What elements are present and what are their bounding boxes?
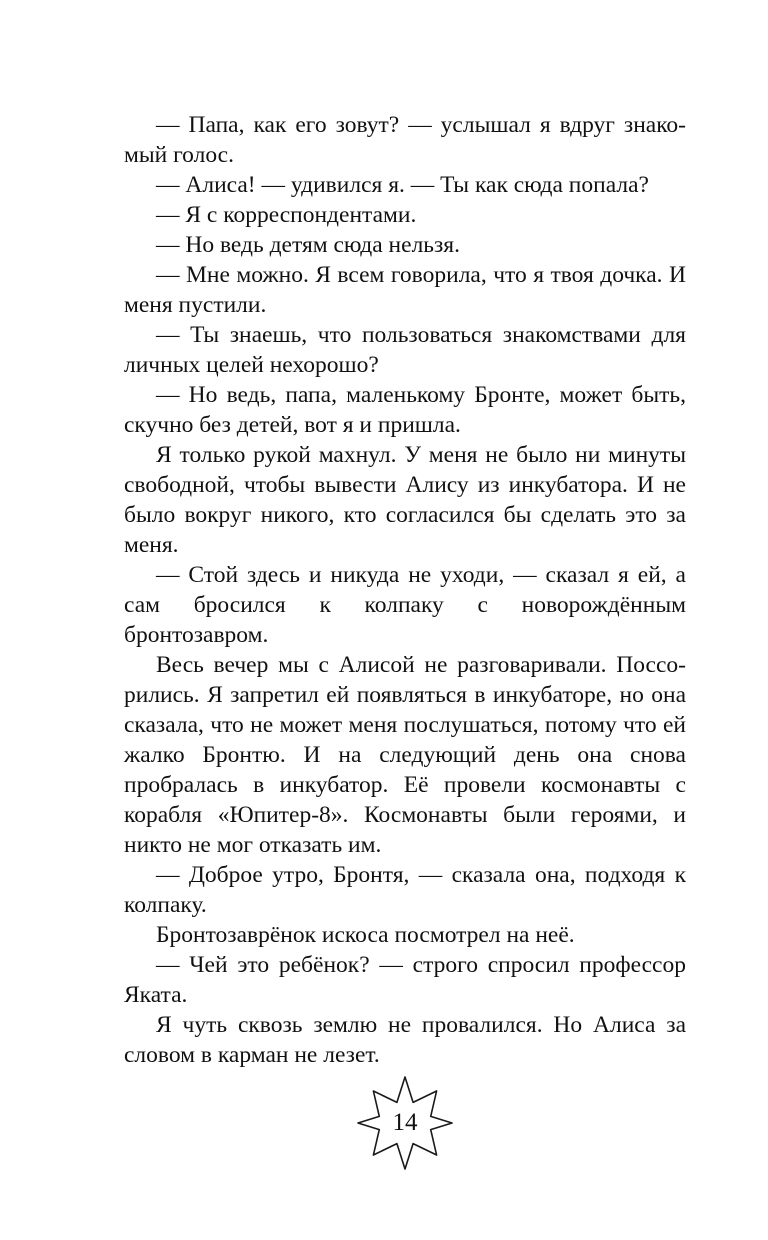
paragraph-10: Весь вечер мы с Алисой не разговаривали. Поссорились. Я запретил ей появляться в инкубаторе, но она сказала, что не может меня послушаться, потому что ей жалко Бронтю. И на следующий день она снова пробралась в инкубатор. Её провели космонавты с корабля «Юпитер-8». Космонавты были героями, и никто не мог отказать им. (124, 652, 686, 858)
paragraph-8: Я только рукой махнул. У меня не было ни минуты свободной, чтобы вывести Алису из инкубатора. И не было вокруг никого, кто согласился бы сделать это за меня. (124, 442, 686, 558)
paragraph-7: — Но ведь, папа, маленькому Бронте, может быть, скучно без детей, вот я и пришла. (124, 382, 686, 438)
paragraph-6: — Ты знаешь, что пользоваться знакомствами для личных целей нехорошо? (124, 322, 686, 378)
page-number-badge (355, 1076, 455, 1170)
paragraph-14: Я чуть сквозь землю не провалился. Но Алиса за словом в карман не лезет. (124, 1012, 686, 1068)
paragraph-3: — Я с корреспондентами. (156, 202, 417, 228)
paragraph-11: — Доброе утро, Бронтя, — сказала она, подходя к колпаку. (124, 862, 686, 918)
paragraph-9: — Стой здесь и никуда не уходи, — сказал я ей, а сам бросился к колпаку с новорождённым бронтозавром. (124, 562, 686, 648)
page-number: 14 (392, 1109, 418, 1136)
paragraph-2: — Алиса! — удивился я. — Ты как сюда попала? (156, 172, 649, 198)
page-body-text (124, 110, 686, 1070)
paragraph-4: — Но ведь детям сюда нельзя. (156, 232, 460, 258)
paragraph-13: — Чей это ребёнок? — строго спросил профессор Яката. (124, 952, 686, 1008)
paragraph-1: — Папа, как его зовут? — услышал я вдруг знакомый голос. (124, 112, 686, 168)
paragraph-12: Бронтозаврёнок искоса посмотрел на неё. (156, 922, 575, 948)
paragraph-5: — Мне можно. Я всем говорила, что я твоя дочка. И меня пустили. (124, 262, 686, 318)
